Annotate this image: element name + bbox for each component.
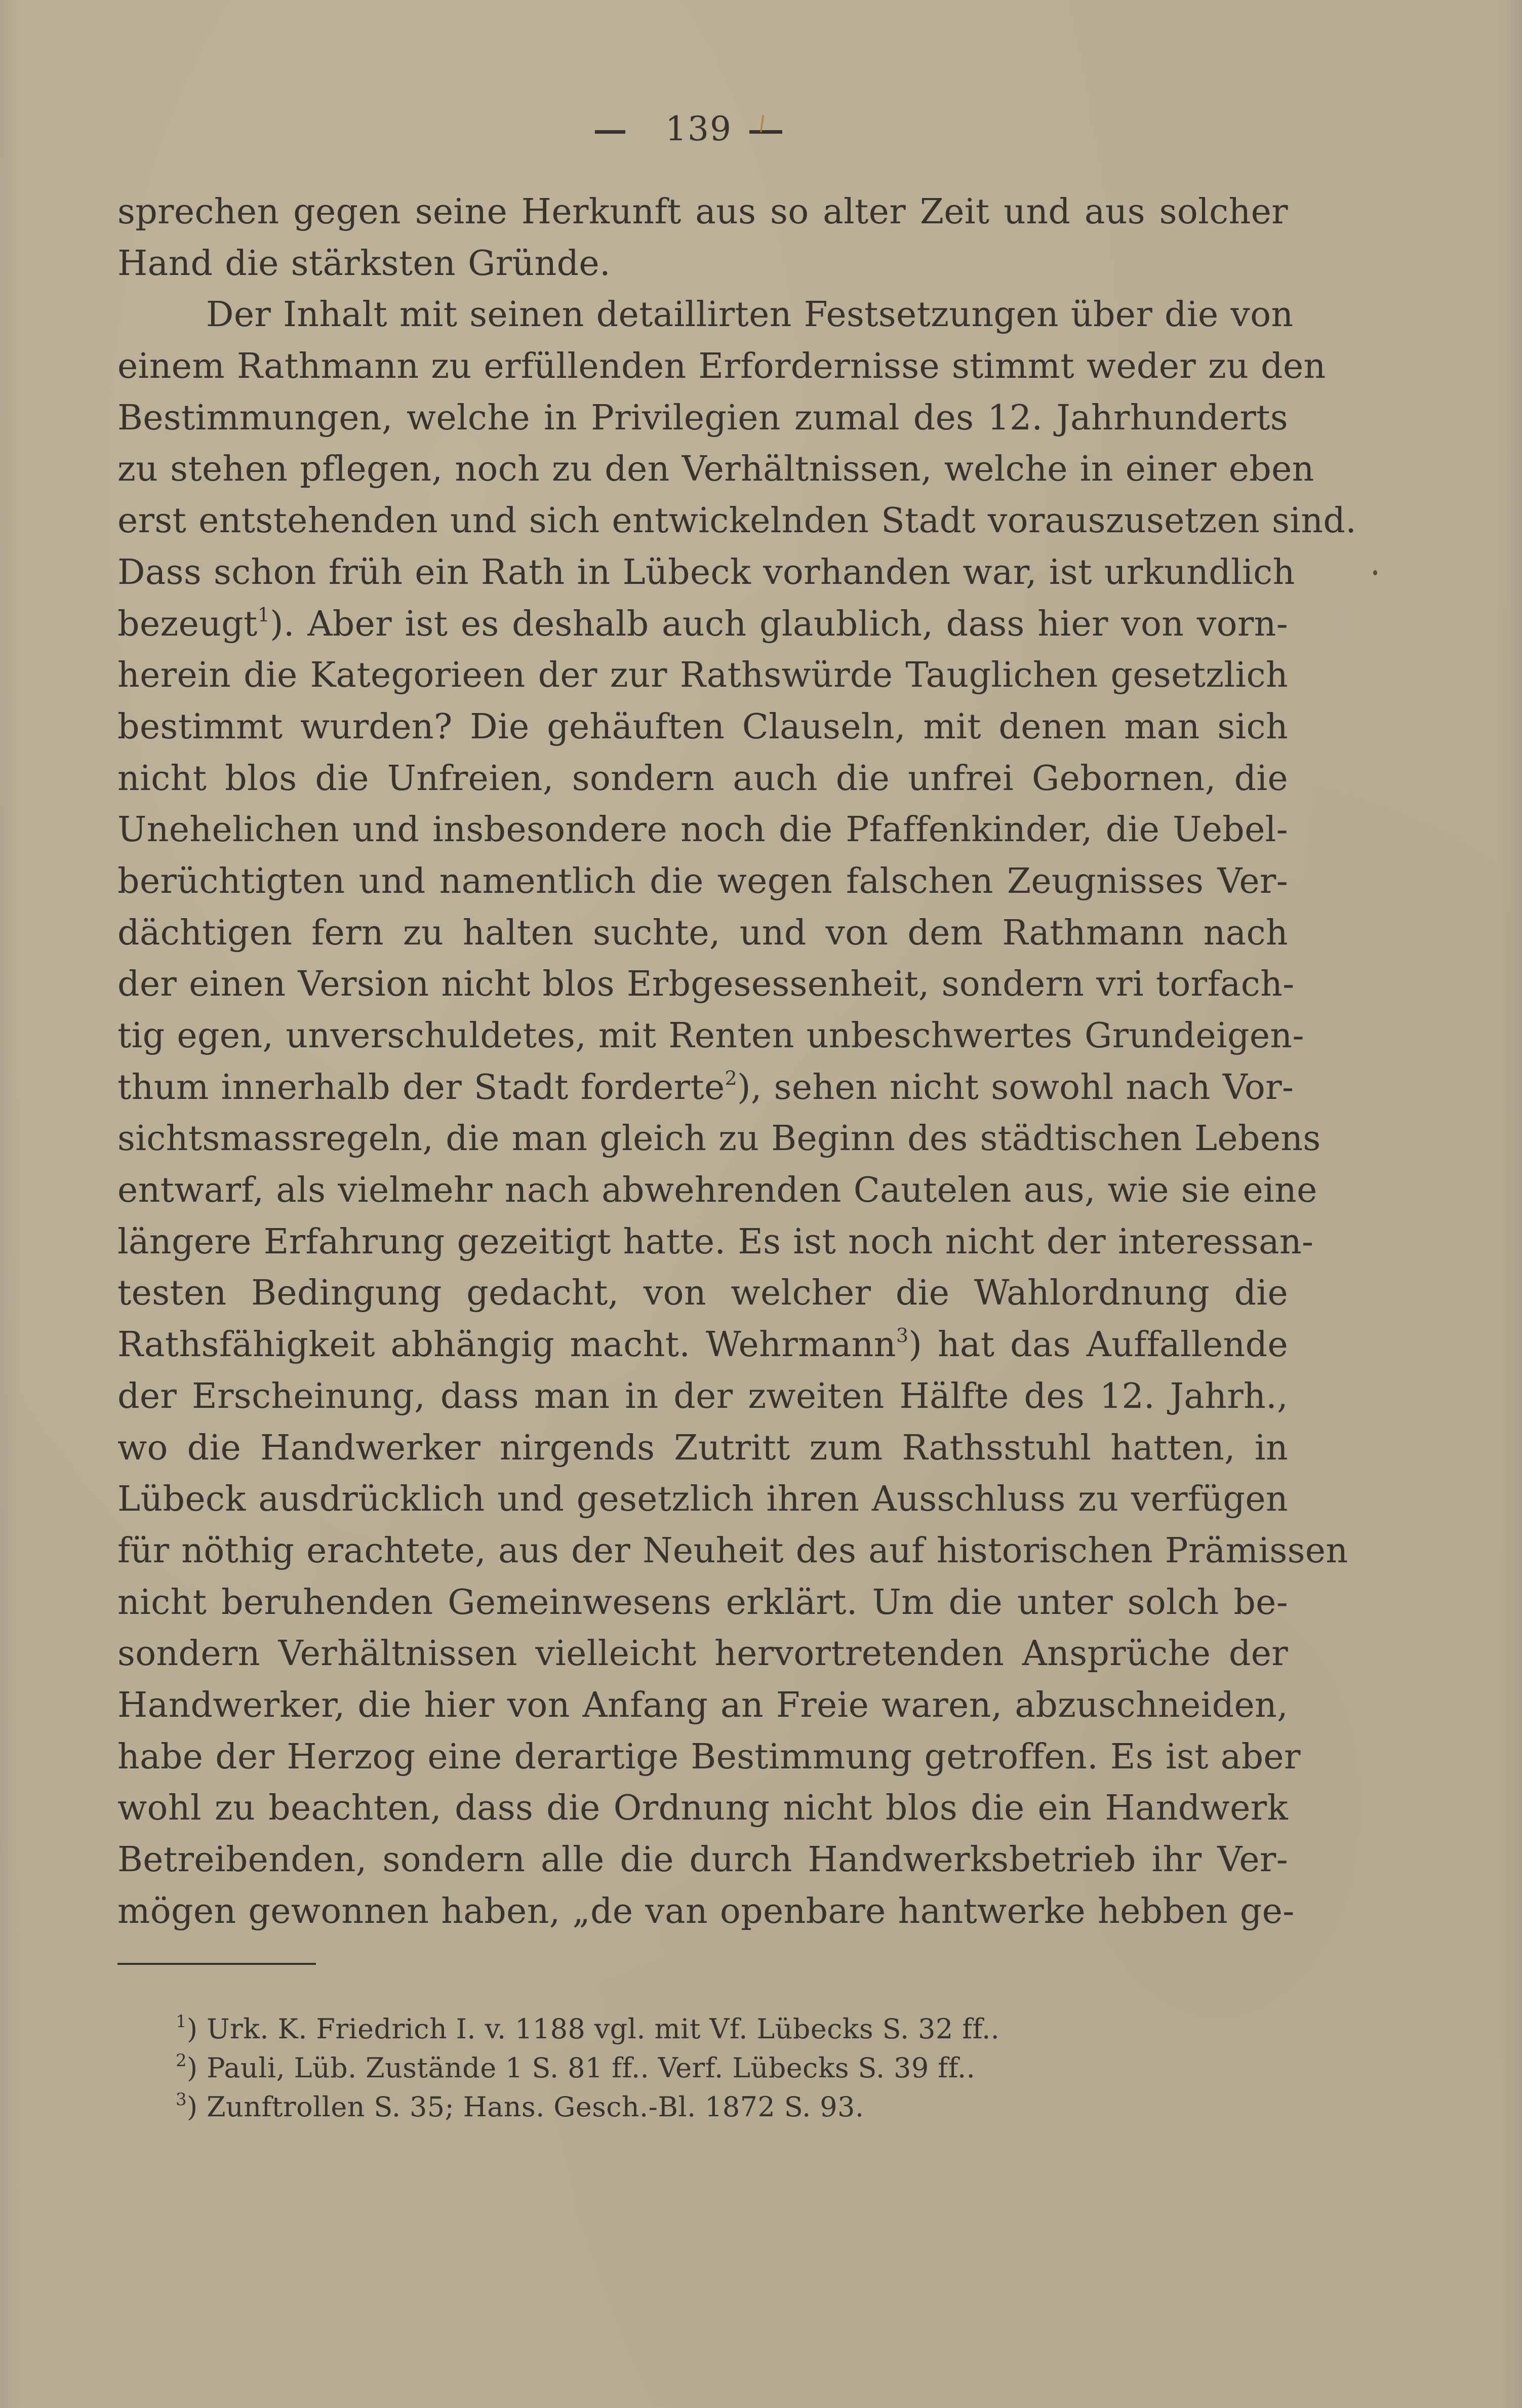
text-line: der Erscheinung, dass man in der zweiten Hälfte des 12. Jahrh., — [117, 1376, 1288, 1416]
text-line: wohl zu beachten, dass die Ordnung nicht blos die ein Handwerk — [117, 1788, 1288, 1829]
text-line: zu stehen pflegen, noch zu den Verhältnissen, welche in einer eben — [117, 449, 1314, 490]
footnotes — [117, 2009, 1288, 2126]
text-line: Unehelichen und insbesondere noch die Pfaffenkinder, die Uebel- — [117, 810, 1288, 850]
footnote-paren: ) — [187, 2091, 207, 2123]
text-line: Handwerker, die hier von Anfang an Freie waren, abzuschneiden, — [117, 1685, 1288, 1725]
page-number: 139 — [665, 109, 732, 148]
text-line: sichtsmassregeln, die man gleich zu Beginn des städtischen Lebens — [117, 1119, 1321, 1159]
text-line: Rathsfähigkeit abhängig macht. Wehrmann$^3$) hat das Auffallende — [117, 1324, 1288, 1365]
text-line: berüchtigten und namentlich die wegen falschen Zeugnisses Ver- — [117, 861, 1288, 901]
text-line: entwarf, als vielmehr nach abwehrenden Cautelen aus, wie sie eine — [117, 1170, 1317, 1211]
footnote-paren: ) — [187, 2052, 207, 2084]
footnote-text: Zunftrollen S. 35; Hans. Gesch.-Bl. 1872 S. 93. — [207, 2091, 864, 2123]
text-line: Bestimmungen, welche in Privilegien zumal des 12. Jahrhunderts — [117, 398, 1288, 438]
text-line: nicht blos die Unfreien, sondern auch die unfrei Gebornen, die — [117, 758, 1288, 799]
text-line: bezeugt$^1$). Aber ist es deshalb auch glaublich, dass hier von vorn- — [117, 603, 1288, 644]
text-line: habe der Herzog eine derartige Bestimmung getroffen. Es ist aber — [117, 1736, 1301, 1777]
footnote-mark: 3 — [176, 2089, 187, 2110]
text-line: tig egen, unverschuldetes, mit Renten unbeschwertes Grundeigen- — [117, 1016, 1304, 1056]
text-line: thum innerhalb der Stadt forderte$^2$), sehen nicht sowohl nach Vor- — [117, 1067, 1294, 1108]
footnote-mark: 2 — [176, 2050, 187, 2071]
page-header — [0, 104, 1522, 154]
text-line: nicht beruhenden Gemeinwesens erklärt. Um die unter solch be- — [117, 1582, 1288, 1623]
header-dash-left — [595, 130, 625, 134]
pencil-mark — [760, 115, 765, 132]
text-line: herein die Kategorieen der zur Rathswürde Tauglichen gesetzlich — [117, 655, 1288, 696]
text-line: Lübeck ausdrücklich und gesetzlich ihren Ausschluss zu verfügen — [117, 1479, 1288, 1520]
text-line: Hand die stärksten Gründe. — [117, 243, 611, 284]
text-line: Betreibenden, sondern alle die durch Handwerksbetrieb ihr Ver- — [117, 1840, 1288, 1880]
text-line: wo die Handwerker nirgends Zutritt zum Rathsstuhl hatten, in — [117, 1428, 1288, 1468]
footnote — [117, 2087, 1288, 2126]
text-line: Dass schon früh ein Rath in Lübeck vorhanden war, ist urkundlich — [117, 552, 1295, 593]
body-text — [117, 186, 1357, 1937]
text-line: bestimmt wurden? Die gehäuften Clauseln, mit denen man sich — [117, 706, 1288, 747]
text-line: längere Erfahrung gezeitigt hatte. Es ist noch nicht der interessan- — [117, 1221, 1314, 1262]
footnote-paren: ) — [187, 2013, 207, 2045]
text-line: Der Inhalt mit seinen detaillirten Festsetzungen über die von — [206, 295, 1294, 335]
text-line: sondern Verhältnissen vielleicht hervortretenden Ansprüche der — [117, 1634, 1288, 1674]
footnote-text: Urk. K. Friedrich I. v. 1188 vgl. mit Vf. Lübecks S. 32 ff.. — [207, 2013, 1000, 2045]
footnote-mark: 1 — [176, 2011, 187, 2032]
text-line: einem Rathmann zu erfüllenden Erfordernisse stimmt weder zu den — [117, 346, 1326, 387]
text-line: dächtigen fern zu halten suchte, und von dem Rathmann nach — [117, 913, 1288, 953]
footnote-reference: 3 — [896, 1324, 909, 1347]
text-line: der einen Version nicht blos Erbgesessenheit, sondern vri torfach- — [117, 964, 1295, 1005]
text-line: für nöthig erachtete, aus der Neuheit des auf historischen Prämissen — [117, 1530, 1348, 1571]
footnote — [117, 2009, 1288, 2048]
header-dash-right — [749, 130, 782, 134]
text-line: mögen gewonnen haben, „de van openbare hantwerke hebben ge- — [117, 1891, 1295, 1931]
footnote — [117, 2048, 1288, 2087]
text-line: erst entstehenden und sich entwickelnden Stadt vorauszusetzen sind. — [117, 501, 1357, 541]
text-line: testen Bedingung gedacht, von welcher die Wahlordnung die — [117, 1273, 1288, 1314]
footnote-text: Pauli, Lüb. Zustände 1 S. 81 ff.. Verf. Lübecks S. 39 ff.. — [207, 2052, 976, 2084]
paper-speck — [1373, 570, 1377, 575]
text-line: sprechen gegen seine Herkunft aus so alter Zeit und aus solcher — [117, 192, 1288, 232]
footnote-separator — [117, 1963, 316, 1965]
footnote-reference: 2 — [725, 1067, 737, 1089]
footnote-reference: 1 — [257, 603, 270, 626]
